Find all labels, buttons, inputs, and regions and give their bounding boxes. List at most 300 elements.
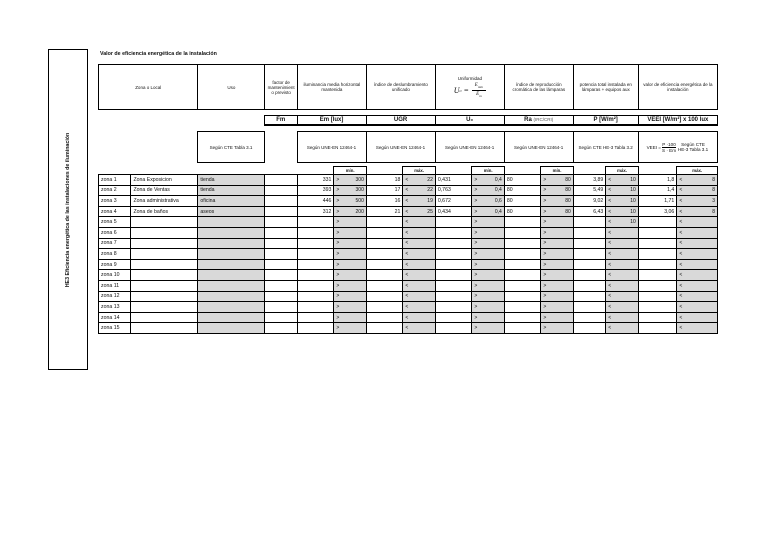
veei-value xyxy=(638,312,677,323)
ra-ref xyxy=(541,185,573,196)
comparison-operator: < xyxy=(679,208,683,215)
comparison-operator: > xyxy=(543,261,547,268)
symbol-em: Em [lux] xyxy=(297,116,366,126)
ra-value xyxy=(504,249,541,260)
limit-veei: máx. xyxy=(677,167,718,175)
use: tienda xyxy=(198,175,265,186)
comparison-operator: < xyxy=(405,272,409,279)
em-ref xyxy=(334,217,366,228)
fm-value xyxy=(265,196,297,207)
table-row xyxy=(99,291,718,302)
zone-name: zona 11 xyxy=(99,280,131,291)
em-ref-number: 200 xyxy=(355,208,364,215)
p-ref-number: 10 xyxy=(630,197,636,204)
zone-name: zona 7 xyxy=(99,238,131,249)
comparison-operator: > xyxy=(474,187,478,194)
uniformity-formula: U o = $\frac{E_{min}}{E_m}$ xyxy=(454,83,486,98)
em-value: 446 xyxy=(297,196,334,207)
fm-value xyxy=(265,175,297,186)
formula-emin-sub: min xyxy=(477,85,484,89)
p-ref xyxy=(606,323,638,334)
comparison-operator: > xyxy=(336,293,340,300)
veei-ref xyxy=(677,217,718,228)
ref-ugr: Según UNE-EN 12464-1 xyxy=(366,132,435,163)
side-title-box xyxy=(48,49,88,370)
p-value xyxy=(573,302,605,313)
em-ref xyxy=(334,238,366,249)
ugr-value xyxy=(366,227,403,238)
comparison-operator: < xyxy=(608,187,612,194)
ugr-ref xyxy=(403,249,435,260)
ugr-ref-number: 22 xyxy=(427,176,433,183)
symbol-ra-label: Ra xyxy=(524,117,532,123)
comparison-operator: < xyxy=(405,303,409,310)
p-value: 9,02 xyxy=(573,196,605,207)
ref-em: Según UNE-EN 12464-1 xyxy=(297,132,366,163)
ra-value xyxy=(504,270,541,281)
local-name: Zona de baños xyxy=(131,206,198,217)
limit-p: máx. xyxy=(606,167,638,175)
header-fm: factor de mantenimient o previsto xyxy=(265,65,297,110)
comparison-operator: < xyxy=(679,325,683,332)
table-row xyxy=(99,270,718,281)
limits-row xyxy=(99,167,718,175)
veei-ref xyxy=(677,270,718,281)
em-ref-number: 300 xyxy=(355,176,364,183)
ra-value xyxy=(504,291,541,302)
formula-em-sub: m xyxy=(479,94,482,98)
p-value xyxy=(573,280,605,291)
p-value xyxy=(573,217,605,228)
symbol-fm: Fm xyxy=(265,116,297,126)
comparison-operator: > xyxy=(474,240,478,247)
p-ref-number: 10 xyxy=(630,176,636,183)
zone-name: zona 15 xyxy=(99,323,131,334)
use xyxy=(198,270,265,281)
zone-name: zona 5 xyxy=(99,217,131,228)
veei-ref xyxy=(677,185,718,196)
veei-value: 1,71 xyxy=(638,196,677,207)
veei-value: 1,4 xyxy=(638,185,677,196)
em-value xyxy=(297,302,334,313)
comparison-operator: > xyxy=(543,176,547,183)
comparison-operator: < xyxy=(608,261,612,268)
comparison-operator: > xyxy=(336,303,340,310)
em-ref xyxy=(334,227,366,238)
comparison-operator: > xyxy=(543,187,547,194)
symbol-veei: VEEI [W/m²] x 100 lux xyxy=(638,116,717,126)
ugr-ref-number: 22 xyxy=(427,187,433,194)
comparison-operator: > xyxy=(543,197,547,204)
comparison-operator: < xyxy=(405,282,409,289)
veei-ref-label: Según CTE HE-3 Tabla 3.1 xyxy=(677,142,709,152)
em-ref xyxy=(334,280,366,291)
comparison-operator: < xyxy=(679,229,683,236)
p-ref xyxy=(606,249,638,260)
uo-value xyxy=(435,217,472,228)
comparison-operator: > xyxy=(543,293,547,300)
comparison-operator: < xyxy=(405,187,409,194)
use xyxy=(198,217,265,228)
comparison-operator: < xyxy=(608,282,612,289)
uo-ref xyxy=(472,312,504,323)
comparison-operator: > xyxy=(474,197,478,204)
zone-name: zona 8 xyxy=(99,249,131,260)
p-value xyxy=(573,249,605,260)
p-value xyxy=(573,291,605,302)
table-row xyxy=(99,175,718,186)
uo-value xyxy=(435,323,472,334)
ra-value: 80 xyxy=(504,196,541,207)
comparison-operator: > xyxy=(474,303,478,310)
p-ref xyxy=(606,270,638,281)
symbol-ra-note: (IRC/CRI) xyxy=(533,117,554,122)
p-ref-number: 10 xyxy=(630,219,636,226)
comparison-operator: > xyxy=(474,261,478,268)
ra-ref-number: 80 xyxy=(565,176,571,183)
comparison-operator: < xyxy=(679,282,683,289)
em-ref xyxy=(334,259,366,270)
comparison-operator: > xyxy=(336,261,340,268)
ugr-ref xyxy=(403,323,435,334)
comparison-operator: < xyxy=(608,250,612,257)
table-row xyxy=(99,185,718,196)
ugr-ref xyxy=(403,238,435,249)
ugr-value xyxy=(366,302,403,313)
ra-ref xyxy=(541,323,573,334)
comparison-operator: < xyxy=(608,229,612,236)
ugr-value xyxy=(366,312,403,323)
em-ref xyxy=(334,185,366,196)
ra-ref xyxy=(541,238,573,249)
uo-value: 0,672 xyxy=(435,196,472,207)
use: oficina xyxy=(198,196,265,207)
table-row xyxy=(99,206,718,217)
ugr-ref xyxy=(403,302,435,313)
header-uso: Uso xyxy=(198,65,265,110)
uo-value: 0,431 xyxy=(435,175,472,186)
page-title: Valor de eficiencia energética de la instalación xyxy=(100,51,217,57)
veei-formula-den: S · Em xyxy=(662,147,677,153)
comparison-operator: < xyxy=(405,229,409,236)
ra-value xyxy=(504,323,541,334)
ugr-ref-number: 25 xyxy=(427,208,433,215)
table-row xyxy=(99,217,718,228)
local-name xyxy=(131,259,198,270)
ugr-ref-number: 19 xyxy=(427,197,433,204)
uo-ref xyxy=(472,302,504,313)
comparison-operator: > xyxy=(336,282,340,289)
uo-ref xyxy=(472,217,504,228)
p-value xyxy=(573,323,605,334)
em-value xyxy=(297,249,334,260)
comparison-operator: > xyxy=(543,250,547,257)
ref-uso: Según CTE Tabla 3.1 xyxy=(198,132,265,163)
fm-value xyxy=(265,238,297,249)
header-references xyxy=(98,131,718,163)
uo-value xyxy=(435,259,472,270)
comparison-operator: < xyxy=(405,176,409,183)
table-row xyxy=(99,302,718,313)
comparison-operator: < xyxy=(679,197,683,204)
p-value xyxy=(573,238,605,249)
ugr-value xyxy=(366,259,403,270)
ugr-ref xyxy=(403,291,435,302)
fm-value xyxy=(265,249,297,260)
zone-name: zona 1 xyxy=(99,175,131,186)
em-ref xyxy=(334,196,366,207)
em-value xyxy=(297,312,334,323)
fm-value xyxy=(265,312,297,323)
veei-ref xyxy=(677,302,718,313)
veei-value xyxy=(638,280,677,291)
ra-ref xyxy=(541,312,573,323)
ugr-value: 21 xyxy=(366,206,403,217)
uo-ref-number: 0,4 xyxy=(494,208,502,215)
ra-ref xyxy=(541,227,573,238)
comparison-operator: > xyxy=(543,208,547,215)
fm-value xyxy=(265,185,297,196)
uo-ref xyxy=(472,206,504,217)
ra-value xyxy=(504,302,541,313)
comparison-operator: > xyxy=(336,272,340,279)
comparison-operator: > xyxy=(474,176,478,183)
comparison-operator: < xyxy=(608,293,612,300)
side-title: HE3 Eficiencia energética de las instalaciones de iluminación xyxy=(65,132,71,287)
comparison-operator: > xyxy=(336,314,340,321)
ra-ref xyxy=(541,175,573,186)
p-ref-number: 10 xyxy=(630,187,636,194)
formula-fraction xyxy=(472,83,486,98)
fm-value xyxy=(265,217,297,228)
em-value: 393 xyxy=(297,185,334,196)
formula-u-sub: o xyxy=(459,88,462,93)
ugr-ref xyxy=(403,227,435,238)
header-em: iluminancia media horizontal mantenida xyxy=(297,65,366,110)
fm-value xyxy=(265,227,297,238)
local-name xyxy=(131,227,198,238)
uo-ref xyxy=(472,291,504,302)
uo-ref xyxy=(472,175,504,186)
local-name xyxy=(131,312,198,323)
table-row xyxy=(99,249,718,260)
table-row xyxy=(99,196,718,207)
p-value xyxy=(573,312,605,323)
comparison-operator: > xyxy=(474,325,478,332)
uo-ref xyxy=(472,270,504,281)
use xyxy=(198,227,265,238)
p-value xyxy=(573,227,605,238)
p-value: 5,49 xyxy=(573,185,605,196)
p-value xyxy=(573,259,605,270)
ref-veei xyxy=(638,132,717,163)
uo-value: 0,763 xyxy=(435,185,472,196)
comparison-operator: < xyxy=(608,325,612,332)
local-name: Zona Exposicion xyxy=(131,175,198,186)
comparison-operator: > xyxy=(543,282,547,289)
em-value xyxy=(297,238,334,249)
uo-ref xyxy=(472,185,504,196)
table-row xyxy=(99,227,718,238)
comparison-operator: < xyxy=(679,272,683,279)
uo-ref-number: 0,6 xyxy=(494,197,502,204)
em-value xyxy=(297,323,334,334)
p-ref-number: 10 xyxy=(630,208,636,215)
ugr-value xyxy=(366,323,403,334)
comparison-operator: < xyxy=(679,293,683,300)
uo-value xyxy=(435,312,472,323)
use xyxy=(198,302,265,313)
ra-ref-number: 80 xyxy=(565,187,571,194)
veei-ref-number: 8 xyxy=(712,187,715,194)
veei-value xyxy=(638,238,677,249)
ugr-value: 18 xyxy=(366,175,403,186)
ugr-ref xyxy=(403,259,435,270)
comparison-operator: > xyxy=(474,293,478,300)
local-name: Zona de Ventas xyxy=(131,185,198,196)
comparison-operator: > xyxy=(474,208,478,215)
use: aseos xyxy=(198,206,265,217)
limit-em: mín. xyxy=(334,167,366,175)
header-ra: índice de reproducción cromática de las lámparas xyxy=(504,65,573,110)
comparison-operator: > xyxy=(336,250,340,257)
ra-ref xyxy=(541,206,573,217)
ra-value xyxy=(504,259,541,270)
p-ref xyxy=(606,302,638,313)
veei-ref xyxy=(677,291,718,302)
uo-ref xyxy=(472,196,504,207)
veei-ref xyxy=(677,175,718,186)
veei-ref xyxy=(677,312,718,323)
header-symbols xyxy=(98,115,718,126)
comparison-operator: > xyxy=(543,303,547,310)
fm-value xyxy=(265,270,297,281)
em-ref xyxy=(334,249,366,260)
veei-ref xyxy=(677,196,718,207)
comparison-operator: > xyxy=(543,314,547,321)
ref-p: Según CTE HE-3 Tabla 3.2 xyxy=(573,132,638,163)
ra-ref xyxy=(541,259,573,270)
zone-name: zona 4 xyxy=(99,206,131,217)
veei-value xyxy=(638,291,677,302)
veei-ref-number: 8 xyxy=(712,208,715,215)
comparison-operator: > xyxy=(543,229,547,236)
ugr-value xyxy=(366,291,403,302)
em-ref xyxy=(334,312,366,323)
ra-value: 80 xyxy=(504,185,541,196)
header-zona: Zona o Local xyxy=(99,65,198,110)
header-veei: valor de eficiencia energética de la instalación xyxy=(638,65,717,110)
comparison-operator: < xyxy=(679,240,683,247)
p-ref xyxy=(606,175,638,186)
comparison-operator: < xyxy=(679,303,683,310)
comparison-operator: > xyxy=(474,219,478,226)
ra-ref xyxy=(541,302,573,313)
uo-ref-number: 0,4 xyxy=(494,187,502,194)
comparison-operator: > xyxy=(336,187,340,194)
em-ref-number: 300 xyxy=(355,187,364,194)
use xyxy=(198,323,265,334)
formula-u: U xyxy=(453,86,460,95)
uo-value: 0,434 xyxy=(435,206,472,217)
ra-ref xyxy=(541,270,573,281)
limit-ugr: máx. xyxy=(403,167,435,175)
em-ref xyxy=(334,175,366,186)
p-ref xyxy=(606,238,638,249)
comparison-operator: < xyxy=(405,314,409,321)
veei-ref xyxy=(677,227,718,238)
comparison-operator: < xyxy=(405,208,409,215)
veei-formula-lhs: VEEI = xyxy=(646,144,661,150)
zone-name: zona 12 xyxy=(99,291,131,302)
comparison-operator: > xyxy=(336,325,340,332)
comparison-operator: < xyxy=(608,303,612,310)
comparison-operator: > xyxy=(543,272,547,279)
comparison-operator: > xyxy=(336,176,340,183)
veei-value: 3,06 xyxy=(638,206,677,217)
p-ref xyxy=(606,185,638,196)
em-ref xyxy=(334,291,366,302)
veei-value xyxy=(638,249,677,260)
use xyxy=(198,291,265,302)
ugr-ref xyxy=(403,312,435,323)
veei-value: 1,8 xyxy=(638,175,677,186)
em-value: 312 xyxy=(297,206,334,217)
veei-value xyxy=(638,270,677,281)
uo-ref xyxy=(472,249,504,260)
header-uo xyxy=(435,65,504,110)
p-ref xyxy=(606,196,638,207)
ugr-value xyxy=(366,270,403,281)
em-value xyxy=(297,217,334,228)
em-value xyxy=(297,270,334,281)
em-value: 331 xyxy=(297,175,334,186)
p-value xyxy=(573,270,605,281)
use xyxy=(198,249,265,260)
comparison-operator: < xyxy=(608,208,612,215)
uo-value xyxy=(435,238,472,249)
zone-name: zona 6 xyxy=(99,227,131,238)
p-ref xyxy=(606,227,638,238)
ra-ref xyxy=(541,249,573,260)
zone-name: zona 9 xyxy=(99,259,131,270)
use xyxy=(198,280,265,291)
ugr-ref xyxy=(403,280,435,291)
veei-formula xyxy=(647,142,709,153)
fm-value xyxy=(265,291,297,302)
uo-value xyxy=(435,249,472,260)
em-ref xyxy=(334,270,366,281)
comparison-operator: < xyxy=(679,176,683,183)
ugr-value: 17 xyxy=(366,185,403,196)
fm-value xyxy=(265,259,297,270)
header-p: potencia total instalada en lámparas + equipos aux xyxy=(573,65,638,110)
header-ugr: índice de deslumbramiento unificado xyxy=(366,65,435,110)
p-ref xyxy=(606,259,638,270)
fm-value xyxy=(265,280,297,291)
comparison-operator: < xyxy=(608,176,612,183)
comparison-operator: < xyxy=(405,219,409,226)
ugr-ref xyxy=(403,270,435,281)
ugr-ref xyxy=(403,196,435,207)
veei-ref-number: 8 xyxy=(712,176,715,183)
comparison-operator: < xyxy=(405,293,409,300)
em-ref xyxy=(334,206,366,217)
table-row xyxy=(99,323,718,334)
comparison-operator: > xyxy=(543,240,547,247)
veei-value xyxy=(638,259,677,270)
fm-value xyxy=(265,323,297,334)
